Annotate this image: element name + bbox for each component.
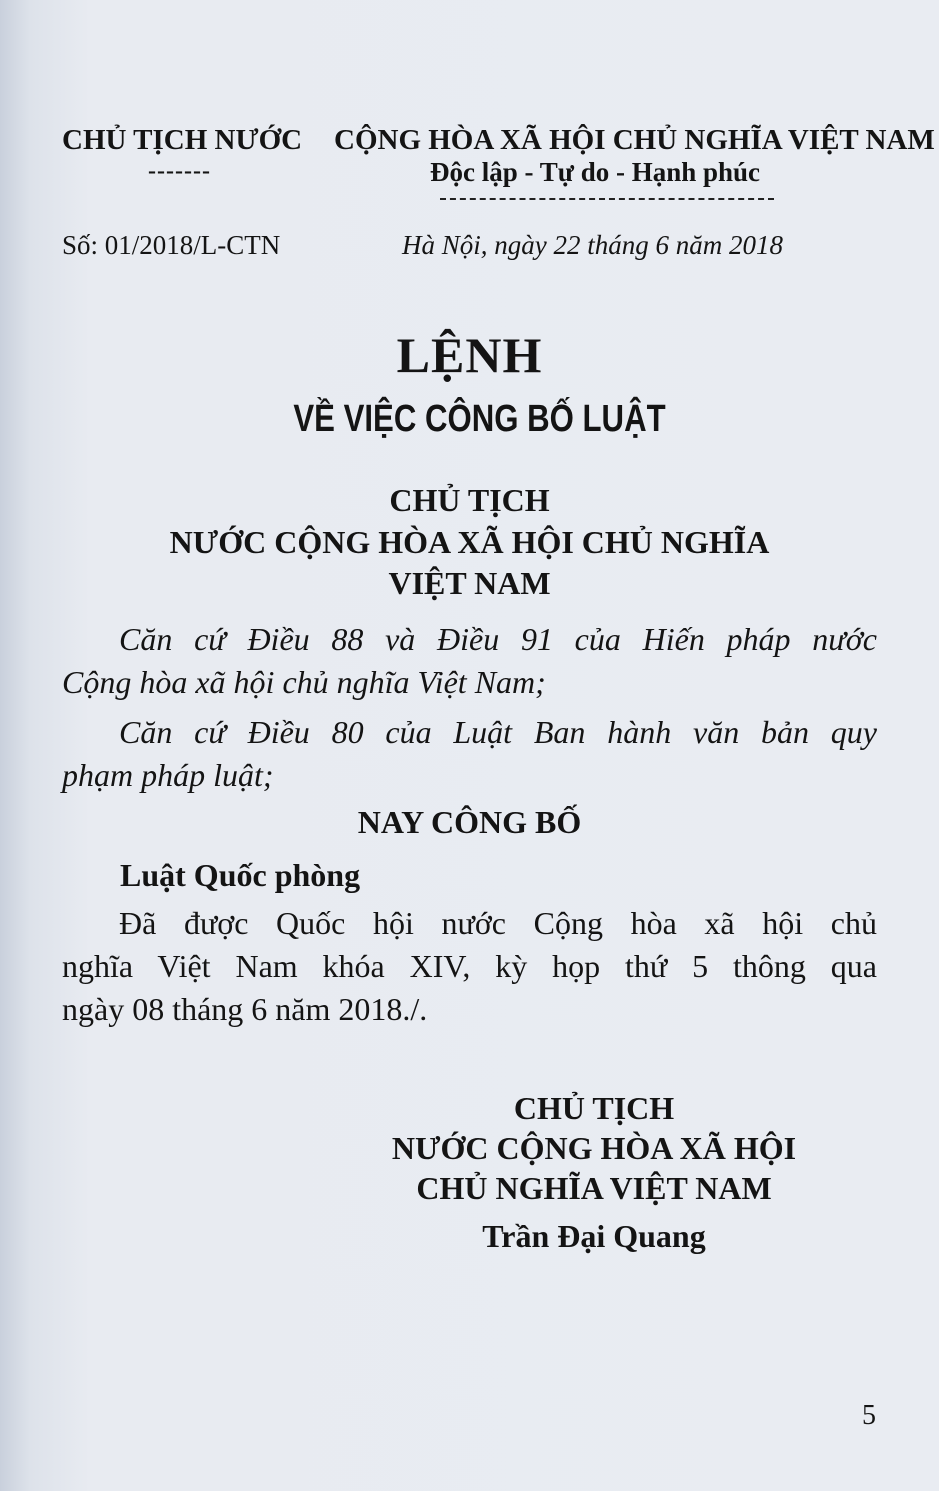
- proclamation-heading: NAY CÔNG BỐ: [357, 804, 582, 840]
- legal-basis-paragraph: [62, 618, 877, 704]
- legal-basis-2-line2: phạm pháp luật;: [62, 757, 274, 793]
- legal-basis-1-line1: Căn cứ Điều 88 và Điều 91 của Hiến pháp nước: [119, 621, 877, 657]
- issuer-underline: -------: [148, 158, 211, 184]
- signature-title-line1: CHỦ TỊCH: [513, 1090, 675, 1126]
- president-heading-line1: CHỦ TỊCH: [389, 482, 550, 518]
- signatory-name: Trần Đại Quang: [482, 1218, 706, 1254]
- president-heading-line2: NƯỚC CỘNG HÒA XÃ HỘI CHỦ NGHĨA: [169, 524, 770, 560]
- legal-basis-1-line2: Cộng hòa xã hội chủ nghĩa Việt Nam;: [62, 664, 546, 700]
- page-number: 5: [862, 1400, 876, 1431]
- passed-line3: ngày 08 tháng 6 năm 2018./.: [62, 991, 428, 1027]
- legal-basis-2-line1: Căn cứ Điều 80 của Luật Ban hành văn bản quy: [119, 714, 877, 750]
- passed-line2: nghĩa Việt Nam khóa XIV, kỳ họp thứ 5 thông qua: [62, 948, 877, 984]
- law-name: Luật Quốc phòng: [120, 857, 361, 893]
- issuer-heading: CHỦ TỊCH NƯỚC: [62, 124, 303, 156]
- passed-paragraph: [62, 902, 877, 1031]
- signature-title-line2: NƯỚC CỘNG HÒA XÃ HỘI: [391, 1130, 797, 1166]
- document-subtitle: VỀ VIỆC CÔNG BỐ LUẬT: [293, 398, 666, 440]
- signature-title-line3: CHỦ NGHĨA VIỆT NAM: [416, 1170, 772, 1206]
- passed-line1: Đã được Quốc hội nước Cộng hòa xã hội chủ: [119, 905, 877, 941]
- country-heading: CỘNG HÒA XÃ HỘI CHỦ NGHĨA VIỆT NAM: [334, 124, 935, 156]
- document-number: Số: 01/2018/L-CTN: [62, 230, 281, 260]
- national-motto: Độc lập - Tự do - Hạnh phúc: [430, 157, 761, 187]
- place-and-date: Hà Nội, ngày 22 tháng 6 năm 2018: [402, 230, 783, 260]
- president-heading-line3: VIỆT NAM: [388, 565, 551, 601]
- document-title: LỆNH: [396, 327, 543, 383]
- legal-basis-paragraph: [62, 711, 877, 797]
- motto-divider: [440, 198, 774, 200]
